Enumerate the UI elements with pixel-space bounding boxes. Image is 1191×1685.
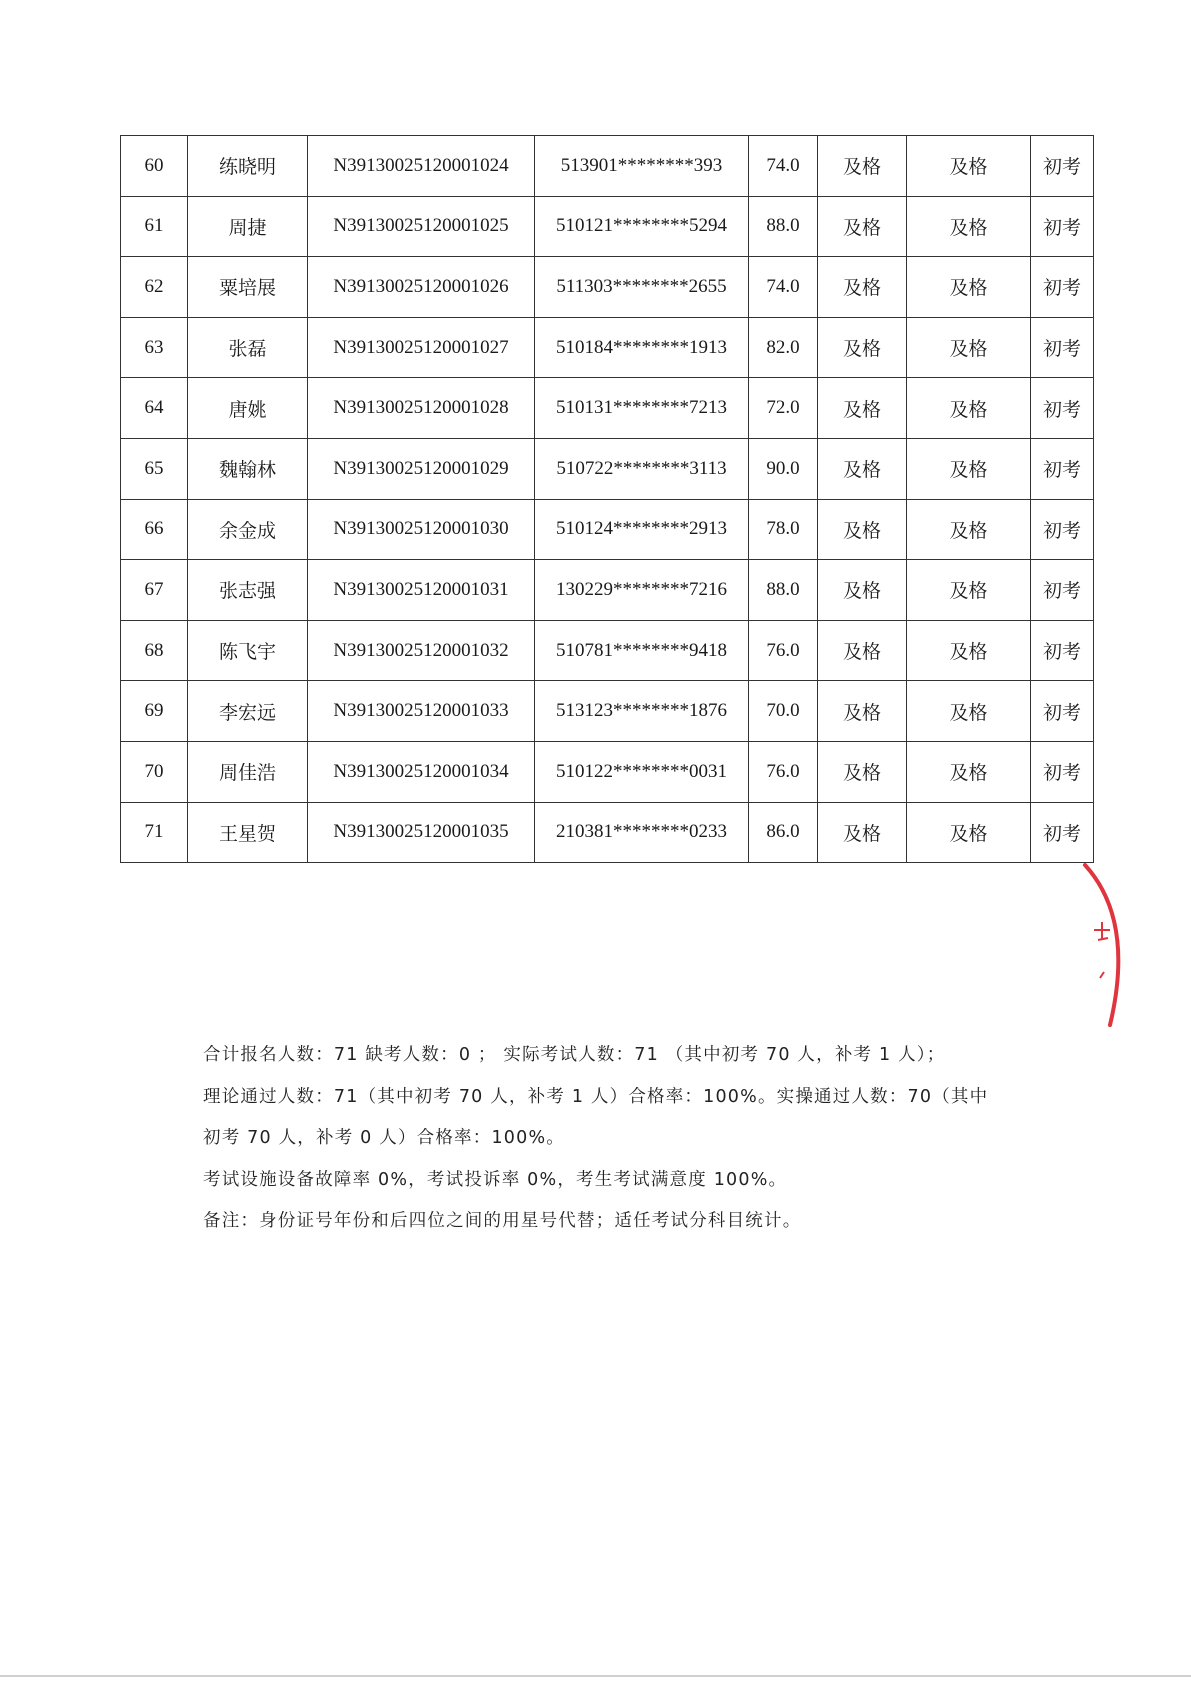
id-number-cell: 510131********7213	[535, 378, 749, 439]
practice-result-cell: 及格	[907, 257, 1031, 318]
certificate-number-cell: N39130025120001028	[308, 378, 535, 439]
table-row	[121, 257, 1094, 318]
row-number-cell: 68	[121, 620, 188, 681]
certificate-number-cell: N39130025120001026	[308, 257, 535, 318]
table-row	[121, 741, 1094, 802]
table-row	[121, 136, 1094, 197]
score-cell: 82.0	[749, 317, 818, 378]
table-row	[121, 802, 1094, 863]
summary-block	[203, 1035, 1013, 1243]
candidate-name-cell: 练晓明	[188, 136, 308, 197]
practice-result-cell: 及格	[907, 438, 1031, 499]
score-cell: 76.0	[749, 620, 818, 681]
certificate-number-cell: N39130025120001027	[308, 317, 535, 378]
practice-result-cell: 及格	[907, 802, 1031, 863]
practice-result-cell: 及格	[907, 317, 1031, 378]
theory-result-cell: 及格	[818, 317, 907, 378]
candidate-name-cell: 李宏远	[188, 681, 308, 742]
theory-result-cell: 及格	[818, 802, 907, 863]
table-row	[121, 499, 1094, 560]
table-row	[121, 378, 1094, 439]
id-number-cell: 511303********2655	[535, 257, 749, 318]
summary-totals: 合计报名人数：71 缺考人数：0 ； 实际考试人数：71 （其中初考 70 人，补考 1 人）；	[203, 1045, 946, 1065]
certificate-number-cell: N39130025120001030	[308, 499, 535, 560]
exam-type-cell: 初考	[1031, 499, 1094, 560]
practice-result-cell: 及格	[907, 681, 1031, 742]
candidate-name-cell: 唐姚	[188, 378, 308, 439]
exam-type-cell: 初考	[1031, 681, 1094, 742]
row-number-cell: 70	[121, 741, 188, 802]
candidate-name-cell: 周捷	[188, 196, 308, 257]
table-row	[121, 620, 1094, 681]
theory-result-cell: 及格	[818, 499, 907, 560]
id-number-cell: 510722********3113	[535, 438, 749, 499]
score-cell: 86.0	[749, 802, 818, 863]
theory-result-cell: 及格	[818, 378, 907, 439]
candidate-name-cell: 周佳浩	[188, 741, 308, 802]
practice-result-cell: 及格	[907, 196, 1031, 257]
table-row	[121, 681, 1094, 742]
theory-result-cell: 及格	[818, 560, 907, 621]
practice-result-cell: 及格	[907, 620, 1031, 681]
certificate-number-cell: N39130025120001025	[308, 196, 535, 257]
theory-result-cell: 及格	[818, 620, 907, 681]
theory-result-cell: 及格	[818, 136, 907, 197]
row-number-cell: 62	[121, 257, 188, 318]
certificate-number-cell: N39130025120001032	[308, 620, 535, 681]
score-cell: 78.0	[749, 499, 818, 560]
candidate-name-cell: 张志强	[188, 560, 308, 621]
id-number-cell: 510121********5294	[535, 196, 749, 257]
score-cell: 88.0	[749, 196, 818, 257]
row-number-cell: 61	[121, 196, 188, 257]
certificate-number-cell: N39130025120001034	[308, 741, 535, 802]
theory-result-cell: 及格	[818, 196, 907, 257]
exam-type-cell: 初考	[1031, 560, 1094, 621]
summary-theory-pass: 理论通过人数：71（其中初考 70 人，补考 1 人）合格率：100%。实操通过人数：70（其中	[203, 1086, 989, 1107]
page-bottom-rule	[0, 1675, 1191, 1677]
certificate-number-cell: N39130025120001035	[308, 802, 535, 863]
candidate-name-cell: 粟培展	[188, 257, 308, 318]
row-number-cell: 64	[121, 378, 188, 439]
row-number-cell: 67	[121, 560, 188, 621]
id-number-cell: 130229********7216	[535, 560, 749, 621]
summary-practice-pass: 初考 70 人，补考 0 人）合格率：100%。	[203, 1128, 565, 1148]
results-table-body	[121, 136, 1094, 863]
exam-type-cell: 初考	[1031, 196, 1094, 257]
score-cell: 74.0	[749, 257, 818, 318]
table-row	[121, 560, 1094, 621]
exam-type-cell: 初考	[1031, 317, 1094, 378]
theory-result-cell: 及格	[818, 257, 907, 318]
practice-result-cell: 及格	[907, 136, 1031, 197]
row-number-cell: 71	[121, 802, 188, 863]
exam-type-cell: 初考	[1031, 257, 1094, 318]
table-row	[121, 438, 1094, 499]
results-table	[120, 135, 1094, 863]
official-seal-stamp	[1080, 860, 1140, 1030]
score-cell: 90.0	[749, 438, 818, 499]
summary-note: 备注：身份证号年份和后四位之间的用星号代替；适任考试分科目统计。	[203, 1211, 802, 1231]
candidate-name-cell: 魏翰林	[188, 438, 308, 499]
candidate-name-cell: 陈飞宇	[188, 620, 308, 681]
table-row	[121, 196, 1094, 257]
id-number-cell: 510124********2913	[535, 499, 749, 560]
theory-result-cell: 及格	[818, 741, 907, 802]
candidate-name-cell: 王星贺	[188, 802, 308, 863]
certificate-number-cell: N39130025120001031	[308, 560, 535, 621]
exam-type-cell: 初考	[1031, 802, 1094, 863]
summary-rates: 考试设施设备故障率 0%，考试投诉率 0%，考生考试满意度 100%。	[203, 1169, 788, 1190]
exam-type-cell: 初考	[1031, 136, 1094, 197]
id-number-cell: 510781********9418	[535, 620, 749, 681]
exam-type-cell: 初考	[1031, 741, 1094, 802]
id-number-cell: 510122********0031	[535, 741, 749, 802]
practice-result-cell: 及格	[907, 560, 1031, 621]
practice-result-cell: 及格	[907, 378, 1031, 439]
id-number-cell: 513123********1876	[535, 681, 749, 742]
exam-type-cell: 初考	[1031, 378, 1094, 439]
row-number-cell: 60	[121, 136, 188, 197]
certificate-number-cell: N39130025120001024	[308, 136, 535, 197]
practice-result-cell: 及格	[907, 741, 1031, 802]
id-number-cell: 513901********393	[535, 136, 749, 197]
certificate-number-cell: N39130025120001029	[308, 438, 535, 499]
row-number-cell: 66	[121, 499, 188, 560]
candidate-name-cell: 张磊	[188, 317, 308, 378]
score-cell: 72.0	[749, 378, 818, 439]
row-number-cell: 63	[121, 317, 188, 378]
exam-type-cell: 初考	[1031, 438, 1094, 499]
practice-result-cell: 及格	[907, 499, 1031, 560]
candidate-name-cell: 余金成	[188, 499, 308, 560]
score-cell: 88.0	[749, 560, 818, 621]
row-number-cell: 65	[121, 438, 188, 499]
score-cell: 76.0	[749, 741, 818, 802]
id-number-cell: 510184********1913	[535, 317, 749, 378]
theory-result-cell: 及格	[818, 438, 907, 499]
table-row	[121, 317, 1094, 378]
certificate-number-cell: N39130025120001033	[308, 681, 535, 742]
id-number-cell: 210381********0233	[535, 802, 749, 863]
exam-type-cell: 初考	[1031, 620, 1094, 681]
theory-result-cell: 及格	[818, 681, 907, 742]
score-cell: 74.0	[749, 136, 818, 197]
score-cell: 70.0	[749, 681, 818, 742]
row-number-cell: 69	[121, 681, 188, 742]
